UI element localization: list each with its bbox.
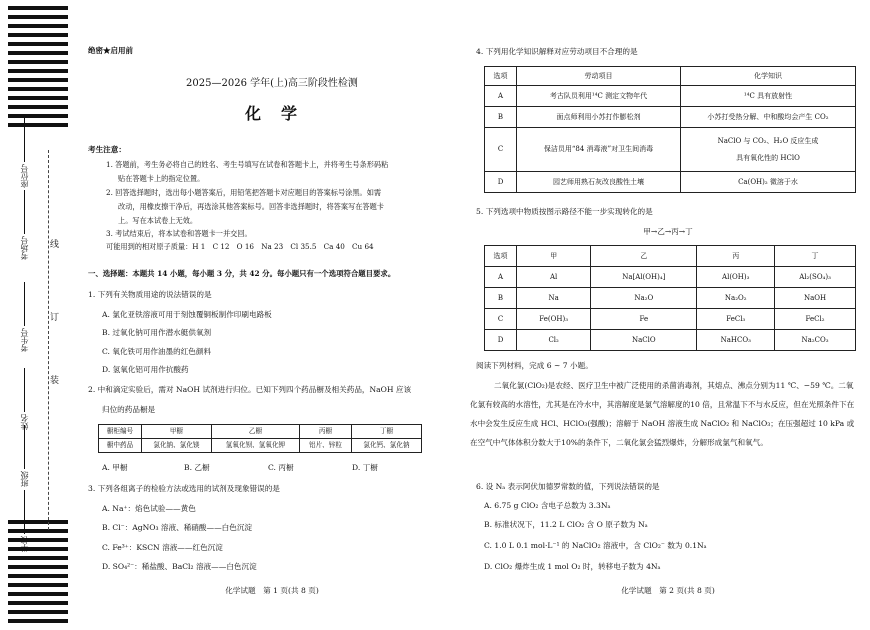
- q4-cell: ¹⁴C 具有放射性: [681, 86, 856, 107]
- binding-stripe: [8, 601, 68, 605]
- binding-stripe: [8, 87, 68, 91]
- q2-option-d: D. 丁橱: [352, 463, 378, 472]
- binding-stripe: [8, 51, 68, 55]
- q5-cell: FeCl₂: [775, 309, 856, 330]
- q5-cell: Al: [517, 267, 591, 288]
- q1-stem: 1. 下列有关物质用途的说法错误的是: [88, 290, 212, 299]
- q5-header: 选项: [485, 246, 517, 267]
- notice-1a: 1. 答题前，考生务必将自己的姓名、考生号填写在试卷和答题卡上，并将考生号条形码粘: [106, 160, 389, 169]
- notice-title: 考生注意：: [88, 145, 126, 154]
- atomic-masses: 可能用到的相对原子质量：H 1 C 12 O 16 Na 23 Cl 35.5 Ca 40 Cu 64: [106, 242, 374, 251]
- reading-instruction: 阅读下列材料，完成 6 ~ 7 小题。: [476, 361, 593, 370]
- field-school[interactable]: 学校: [20, 490, 30, 552]
- q5-cell: Na₂O₂: [697, 288, 775, 309]
- q3-option-b: B. Cl⁻：AgNO₃ 溶液、稀硝酸——白色沉淀: [102, 523, 253, 532]
- q1-option-b: B. 过氧化钠可用作潜水艇供氧剂: [102, 328, 212, 337]
- exam-title: 2025—2026 学年(上)高三阶段性检测: [186, 78, 358, 89]
- q2-stem-line2: 归位的药品橱是: [102, 405, 156, 414]
- q2-table-header: 丙橱: [300, 425, 352, 439]
- q4-row-a: [485, 86, 856, 107]
- q2-option-c: C. 丙橱: [268, 463, 294, 472]
- q2-table-cell: 氢氧化钡、氢氧化钾: [211, 439, 299, 453]
- q5-cell: Na[Al(OH)₄]: [591, 267, 697, 288]
- q4-header-row: [485, 67, 856, 86]
- q1-option-d: D. 氢氧化铝可用作抗酸药: [102, 365, 189, 374]
- q5-cell: A: [485, 267, 517, 288]
- notice-3: 3. 考试结束后，将本试卷和答题卡一并交回。: [106, 229, 252, 238]
- page-footer-1: 化学试题 第 1 页(共 8 页): [225, 586, 319, 595]
- subject-title: 化 学: [244, 104, 299, 123]
- q5-header: 乙: [591, 246, 697, 267]
- field-seat-number[interactable]: 座位号: [20, 118, 30, 188]
- q2-stem-line1: 2. 中和滴定实验后，需对 NaOH 试剂进行归位。已知下列四个药品橱及相关药品，NaOH 应该: [88, 385, 412, 394]
- notice-2a: 2. 回答选择题时，选出每小题答案后，用铅笔把答题卡对应题目的答案标号涂黑。如需: [106, 188, 382, 197]
- q5-cell: Al₂(SO₄)₃: [775, 267, 856, 288]
- q2-cabinet-table: [98, 424, 422, 453]
- binding-stripe: [8, 114, 68, 118]
- q5-cell: Na₂CO₃: [775, 330, 856, 351]
- q2-table-header-row: [99, 425, 422, 439]
- q5-row-c: [485, 309, 856, 330]
- section-heading: 一、选择题：本题共 14 小题，每小题 3 分，共 42 分。每小题只有一个选项符合题目要求。: [88, 269, 396, 278]
- notice-2b: 改动，用橡皮擦干净后，再选涂其他答案标号。回答非选择题时，将答案写在答题卡: [118, 202, 384, 211]
- q5-cell: Fe(OH)₃: [517, 309, 591, 330]
- q6-option-d: D. ClO₂ 爆炸生成 1 mol O₂ 时，转移电子数为 4Nₐ: [484, 562, 661, 571]
- binding-stripe: [8, 520, 68, 524]
- q5-cell: D: [485, 330, 517, 351]
- page-footer-2: 化学试题 第 2 页(共 8 页): [621, 586, 715, 595]
- q5-cell: NaClO: [591, 330, 697, 351]
- q4-table: [484, 66, 856, 193]
- q4-cell: Ca(OH)₂ 微溶于水: [681, 172, 856, 193]
- q6-option-b: B. 标准状况下，11.2 L ClO₂ 含 O 原子数为 Nₐ: [484, 520, 648, 529]
- q6-stem: 6. 设 Nₐ 表示阿伏加德罗常数的值，下列说法错误的是: [476, 482, 660, 491]
- binding-stripe: [8, 610, 68, 614]
- q5-cell: FeCl₃: [697, 309, 775, 330]
- q4-cell: C: [485, 128, 517, 172]
- binding-stripe: [8, 105, 68, 109]
- page-1: [84, 0, 460, 630]
- q4-cell: 考古队员利用¹⁴C 测定文物年代: [517, 86, 681, 107]
- binding-stripe: [8, 96, 68, 100]
- binding-stripe: [8, 15, 68, 19]
- cut-line: [48, 150, 49, 530]
- q5-header-row: [485, 246, 856, 267]
- q5-cell: Cl₂: [517, 330, 591, 351]
- q4-cell: 园艺师用熟石灰改良酸性土壤: [517, 172, 681, 193]
- field-exam-room[interactable]: 考场号: [20, 190, 30, 260]
- binding-stripe: [8, 6, 68, 10]
- cut-label-pack: 装: [50, 376, 60, 386]
- q2-table-cell: 铝片、锌粒: [300, 439, 352, 453]
- q5-header: 丙: [697, 246, 775, 267]
- binding-stripe: [8, 538, 68, 542]
- q4-stem: 4. 下列用化学知识解释对应劳动项目不合理的是: [476, 47, 638, 56]
- q3-option-c: C. Fe³⁺：KSCN 溶液——红色沉淀: [102, 543, 223, 552]
- binding-stripe: [8, 42, 68, 46]
- q4-header: 选项: [485, 67, 517, 86]
- q5-cell: Fe: [591, 309, 697, 330]
- field-name[interactable]: 姓名: [20, 368, 30, 430]
- q5-stem: 5. 下列选项中物质按图示路径不能一步实现转化的是: [476, 207, 653, 216]
- binding-stripe: [8, 24, 68, 28]
- q5-header: 甲: [517, 246, 591, 267]
- q4-row-d: [485, 172, 856, 193]
- q3-stem: 3. 下列各组离子的检验方法或选用的试剂及现象错误的是: [88, 484, 280, 493]
- q3-option-a: A. Na⁺：焰色试验——黄色: [102, 504, 196, 513]
- binding-stripe: [8, 592, 68, 596]
- cut-label-bind: 订: [50, 313, 60, 323]
- notice-1b: 贴在答题卡上的指定位置。: [118, 174, 205, 183]
- q2-table-header: 丁橱: [351, 425, 421, 439]
- q5-cell: NaOH: [775, 288, 856, 309]
- binding-stripe: [8, 123, 68, 127]
- q1-option-c: C. 氧化铁可用作油墨的红色颜料: [102, 347, 212, 356]
- notice-2c: 上。写在本试卷上无效。: [118, 216, 198, 225]
- q4-cell: D: [485, 172, 517, 193]
- q4-header: 劳动项目: [517, 67, 681, 86]
- q5-cell: C: [485, 309, 517, 330]
- q4-cell-line: NaClO 与 CO₂、H₂O 反应生成: [717, 136, 819, 145]
- binding-stripe: [8, 556, 68, 560]
- q5-cell: Na₂O: [591, 288, 697, 309]
- q4-cell: 面点师利用小苏打作膨松剂: [517, 107, 681, 128]
- q2-table-header: 甲橱: [141, 425, 211, 439]
- binding-sidebar: [0, 0, 74, 630]
- q4-header: 化学知识: [681, 67, 856, 86]
- q5-row-d: [485, 330, 856, 351]
- q4-cell: B: [485, 107, 517, 128]
- q2-table-header: 橱柜编号: [99, 425, 142, 439]
- q5-cell: Al(OH)₃: [697, 267, 775, 288]
- q2-table-row: [99, 439, 422, 453]
- q3-option-d: D. SO₄²⁻：稀盐酸、BaCl₂ 溶液——白色沉淀: [102, 562, 257, 571]
- field-class[interactable]: 班级: [20, 425, 30, 487]
- q5-cell: Na: [517, 288, 591, 309]
- binding-stripe: [8, 565, 68, 569]
- confidential-mark: 绝密★启用前: [88, 46, 133, 55]
- binding-stripe: [8, 33, 68, 37]
- field-student-number[interactable]: 考生号: [20, 282, 30, 352]
- page-2: [470, 0, 866, 630]
- binding-stripe: [8, 60, 68, 64]
- q2-table-cell: 氯化钠、氯化镁: [141, 439, 211, 453]
- binding-stripe: [8, 547, 68, 551]
- binding-stripe: [8, 529, 68, 533]
- reading-material: 二氧化氯(ClO₂)是农经、医疗卫生中被广泛使用的杀菌消毒剂，其熔点、沸点分别为11 ℃、−59 ℃。二氧化氯有较高的水溶性，尤其是在冷水中，其溶解度是氯气溶解度的10 倍，且常温下不与水反应，但在光照条件下在水中会发生反应生成 HCl、HClO₃(强酸)；溶解于 NaOH 溶液生成 NaClO₂ 和 NaClO₃；在压强超过 10 kPa 或在空气中气体体积分数大于10%的条件下，二氧化氯会猛烈爆炸，分解形成氯气和氧气。: [470, 381, 855, 447]
- binding-stripe: [8, 78, 68, 82]
- q5-header: 丁: [775, 246, 856, 267]
- q2-table-header: 乙橱: [211, 425, 299, 439]
- binding-stripe: [8, 583, 68, 587]
- q4-row-b: [485, 107, 856, 128]
- q4-row-c: [485, 128, 856, 172]
- q4-cell: 保洁员用“84 消毒液”对卫生间消毒: [517, 128, 681, 172]
- q5-cell: NaHCO₃: [697, 330, 775, 351]
- binding-stripe: [8, 619, 68, 623]
- q2-option-a: A. 甲橱: [102, 463, 128, 472]
- q1-option-a: A. 氯化亚铁溶液可用于刻蚀覆铜板制作印刷电路板: [102, 310, 272, 319]
- q5-cell: B: [485, 288, 517, 309]
- q2-table-cell: 氯化钙、氯化钠: [351, 439, 421, 453]
- binding-stripe: [8, 69, 68, 73]
- q5-path: 甲→乙→丙→丁: [643, 227, 693, 236]
- cut-label-line: 线: [50, 240, 60, 250]
- binding-stripe: [8, 574, 68, 578]
- q4-cell: [681, 128, 856, 172]
- q4-cell: A: [485, 86, 517, 107]
- q5-row-b: [485, 288, 856, 309]
- q6-option-a: A. 6.75 g ClO₂ 含电子总数为 3.3Nₐ: [484, 501, 611, 510]
- q5-table: [484, 245, 856, 351]
- q2-table-cell: 橱中药品: [99, 439, 142, 453]
- q2-option-b: B. 乙橱: [184, 463, 210, 472]
- q6-option-c: C. 1.0 L 0.1 mol·L⁻¹ 的 NaClO₂ 溶液中，含 ClO₂⁻ 数为 0.1Nₐ: [484, 541, 707, 550]
- q4-cell-line: 具有氧化性的 HClO: [736, 153, 800, 162]
- q5-row-a: [485, 267, 856, 288]
- q4-cell: 小苏打受热分解、中和酸均会产生 CO₂: [681, 107, 856, 128]
